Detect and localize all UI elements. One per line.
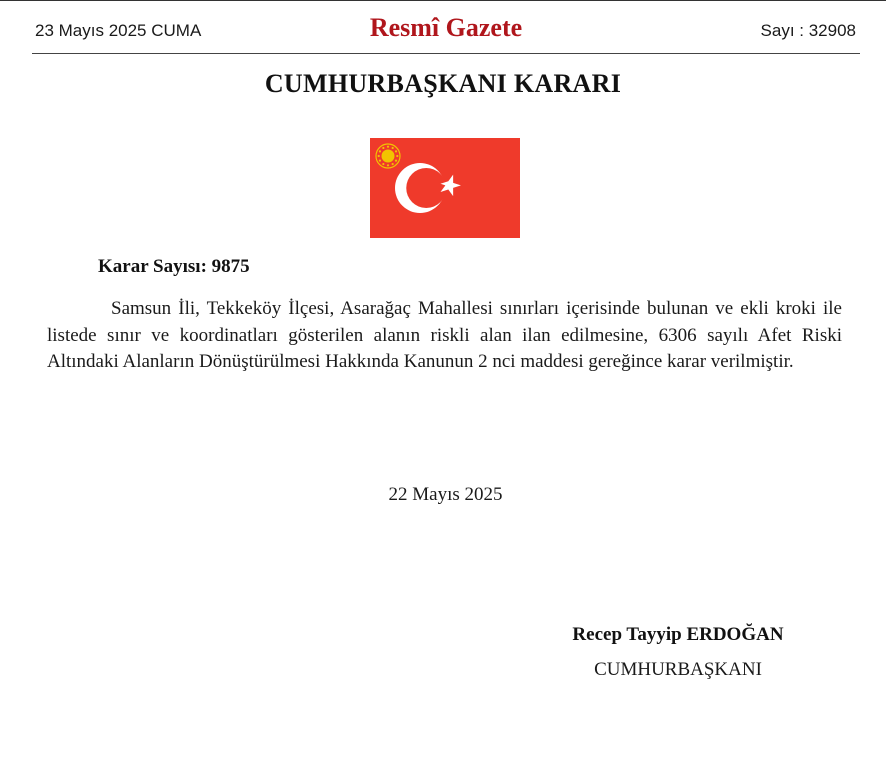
gazette-title: Resmî Gazete [369,13,523,42]
signatory-name: Recep Tayyip ERDOĞAN [572,624,784,645]
turkish-flag-icon [370,138,520,238]
presidential-seal-icon [376,144,400,168]
decision-number: Karar Sayısı: 9875 [98,256,250,277]
gazette-header [32,1,860,54]
decision-date: 22 Mayıs 2025 [388,484,503,505]
issue-number: Sayı : 32908 [760,21,856,40]
document-heading: CUMHURBAŞKANI KARARI [264,69,622,98]
header-date: 23 Mayıs 2025 CUMA [35,21,202,40]
decision-body-text: Samsun İli, Tekkeköy İlçesi, Asarağaç Mahallesi sınırları içerisinde bulunan ve ekli kroki ile listede sınır ve koordinatları gösterilen alanın riskli alan ilan edilmesine, 6306 sayılı Afet Riski Altındaki Alanların Dönüştürülmesi Hakkında Kanunun 2 nci maddesi gereğince karar verilmiştir. [47,298,842,372]
signatory-title: CUMHURBAŞKANI [594,659,762,680]
